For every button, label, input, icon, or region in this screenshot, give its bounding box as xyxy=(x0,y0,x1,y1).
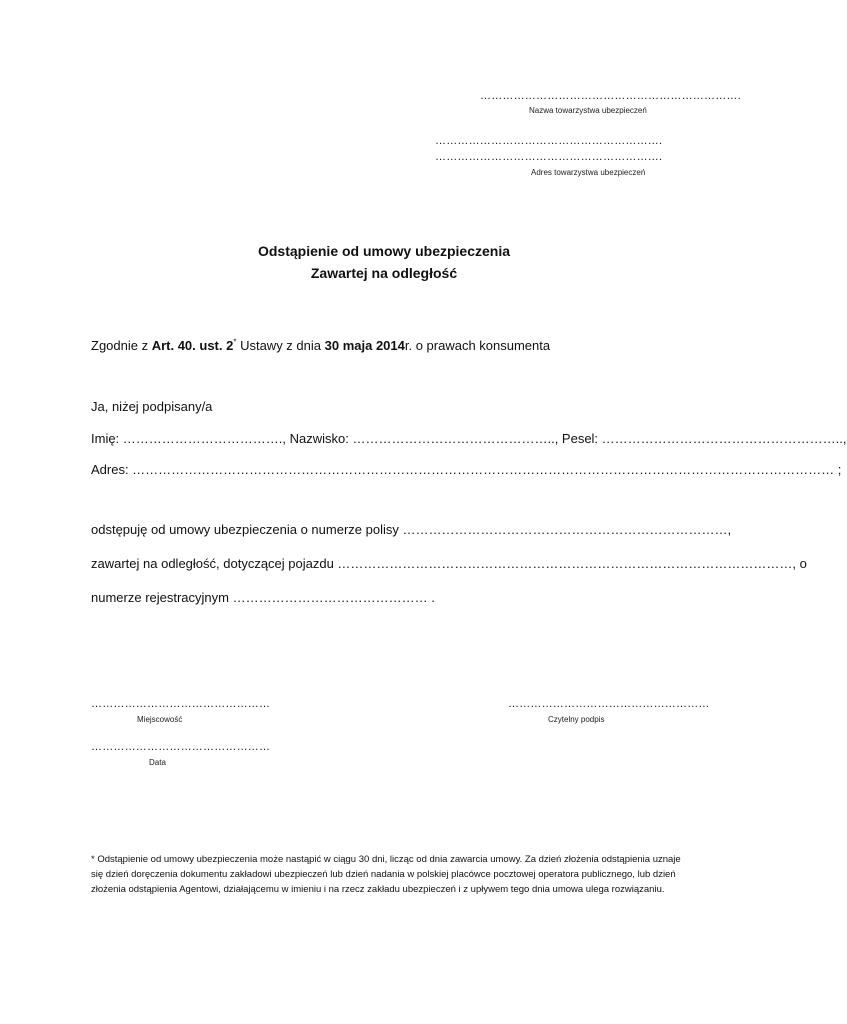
date-dots[interactable]: ………………………………………… xyxy=(91,741,271,753)
vehicle-line[interactable]: zawartej na odległość, dotyczącej pojazdu ……………………………………………………………………………………………, o xyxy=(91,556,807,571)
policy-number-line[interactable]: odstępuję od umowy ubezpieczenia o numerze polisy …………………………………………………………………, xyxy=(91,522,732,537)
place-caption: Miejscowość xyxy=(137,715,183,724)
legal-basis-prefix: Zgodnie z xyxy=(91,338,152,353)
legal-basis xyxy=(91,338,550,353)
insurer-name-caption: Nazwa towarzystwa ubezpieczeń xyxy=(529,106,647,115)
legal-basis-article: Art. 40. ust. 2 xyxy=(151,338,234,353)
insurer-name-dots[interactable]: ……………………………………………………………. xyxy=(480,90,741,102)
insurer-address-caption: Adres towarzystwa ubezpieczeń xyxy=(531,168,646,177)
declarant-intro: Ja, niżej podpisany/a xyxy=(91,399,213,414)
footnote-mark: * xyxy=(233,337,237,347)
signature-dots[interactable]: ……………………………………………… xyxy=(508,698,710,710)
document-title-line-2: Zawartej na odległość xyxy=(310,265,458,281)
declarant-name-fields[interactable]: Imię: ………………………………., Nazwisko: ……………………………………….., Pesel: ……………………………………………….., xyxy=(91,431,847,446)
signature-caption: Czytelny podpis xyxy=(548,715,605,724)
place-dots[interactable]: ………………………………………… xyxy=(91,698,271,710)
legal-basis-suffix: r. o prawach konsumenta xyxy=(404,338,551,353)
footnote: * Odstąpienie od umowy ubezpieczenia może nastąpić w ciągu 30 dni, licząc od dnia zawarcia umowy. Za dzień złożenia odstąpienia uznaje się dzień doręczenia dokumentu zakładowi ubezpieczeń lub dzień nadania w polskiej placówce pocztowej operatora publicznego, lub dzień złożenia odstąpienia Agentowi, działającemu w imieniu i na rzecz zakładu ubezpieczeń i z upływem tego dnia umowa ulega rozwiązaniu. xyxy=(91,854,681,895)
registration-number-line[interactable]: numerze rejestracyjnym ……………………………………… . xyxy=(91,590,435,605)
legal-basis-date: 30 maja 2014 xyxy=(324,338,405,353)
declarant-address-field[interactable]: Adres: ……………………………………………………………………………………………………………………………………………… ; xyxy=(91,462,842,477)
insurer-address-dots-2[interactable]: ……………………………………………………. xyxy=(435,151,663,163)
insurer-address-dots-1[interactable]: ……………………………………………………. xyxy=(435,135,663,147)
date-caption: Data xyxy=(149,758,166,767)
legal-basis-middle: Ustawy z dnia xyxy=(236,338,325,353)
document-title-line-1: Odstąpienie od umowy ubezpieczenia xyxy=(257,243,511,259)
